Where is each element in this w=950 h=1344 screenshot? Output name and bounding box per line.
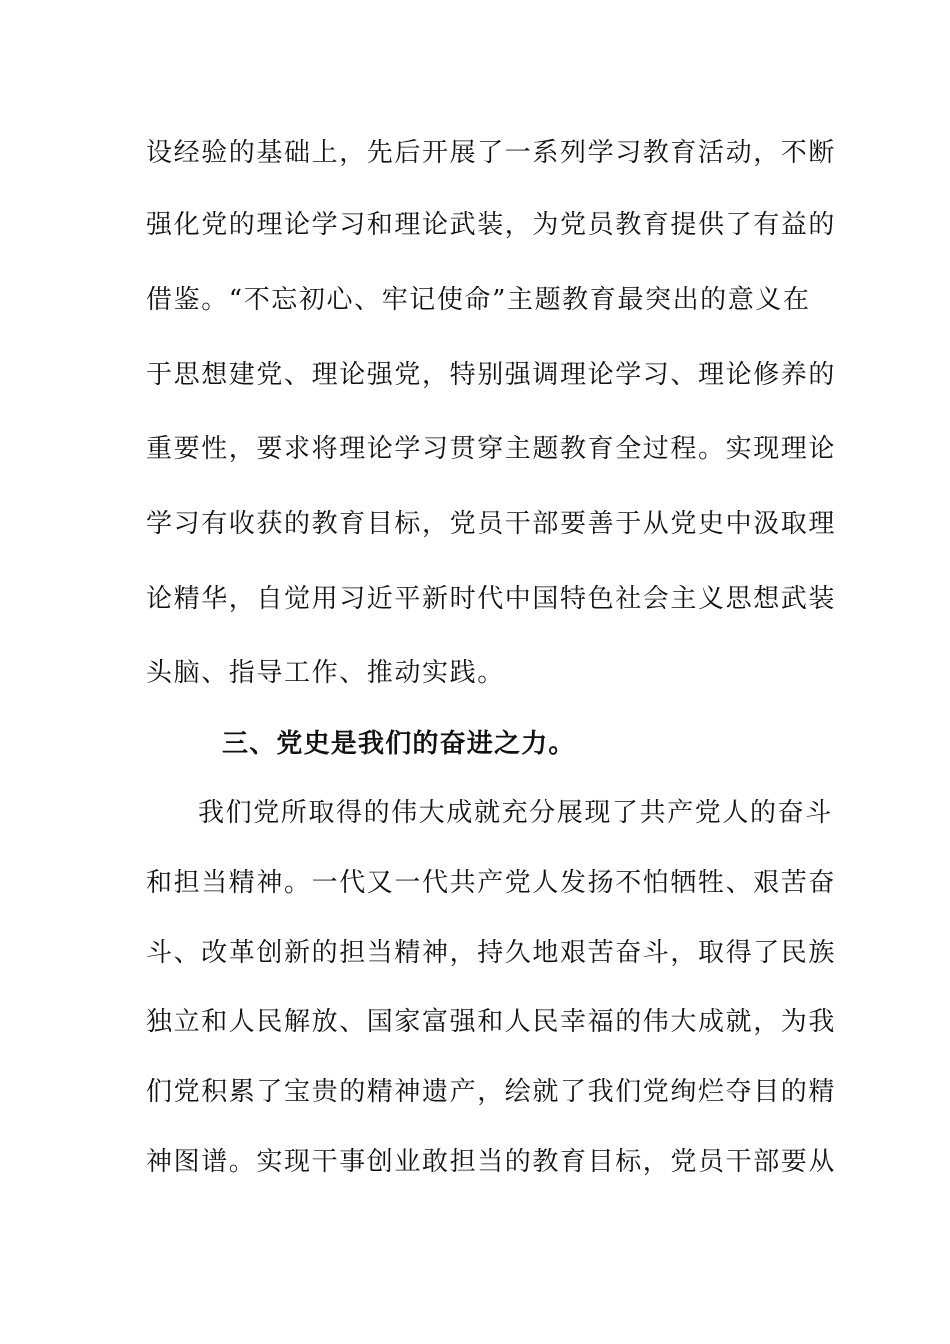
paragraph-2-line-1: 我们党所取得的伟大成就充分展现了共产党人的奋斗 — [198, 798, 833, 828]
paragraph-2-line-5: 们党积累了宝贵的精神遗产，绘就了我们党绚烂夺目的精 — [146, 1077, 837, 1107]
paragraph-2-line-3: 斗、改革创新的担当精神，持久地艰苦奋斗，取得了民族 — [146, 938, 837, 968]
paragraph-1-line-4: 于思想建党、理论强党，特别强调理论学习、理论修养的 — [146, 360, 837, 390]
paragraph-1-line-5: 重要性，要求将理论学习贯穿主题教育全过程。实现理论 — [146, 434, 837, 464]
paragraph-1-line-7: 论精华，自觉用习近平新时代中国特色社会主义思想武装 — [146, 584, 837, 614]
paragraph-1-line-6: 学习有收获的教育目标，党员干部要善于从党史中汲取理 — [146, 509, 837, 539]
paragraph-1-line-3: 借鉴。“不忘初心、牢记使命”主题教育最突出的意义在 — [146, 285, 811, 315]
paragraph-1-line-1: 设经验的基础上，先后开展了一系列学习教育活动，不断 — [146, 138, 837, 168]
paragraph-2-line-6: 神图谱。实现干事创业敢担当的教育目标，党员干部要从 — [146, 1147, 837, 1177]
section-heading: 三、党史是我们的奋进之力。 — [222, 729, 576, 759]
paragraph-2-line-2: 和担当精神。一代又一代共产党人发扬不怕牺牲、艰苦奋 — [146, 868, 837, 898]
paragraph-2-line-4: 独立和人民解放、国家富强和人民幸福的伟大成就，为我 — [146, 1007, 837, 1037]
paragraph-1-line-2: 强化党的理论学习和理论武装，为党员教育提供了有益的 — [146, 210, 837, 240]
paragraph-1-line-8: 头脑、指导工作、推动实践。 — [146, 658, 505, 688]
